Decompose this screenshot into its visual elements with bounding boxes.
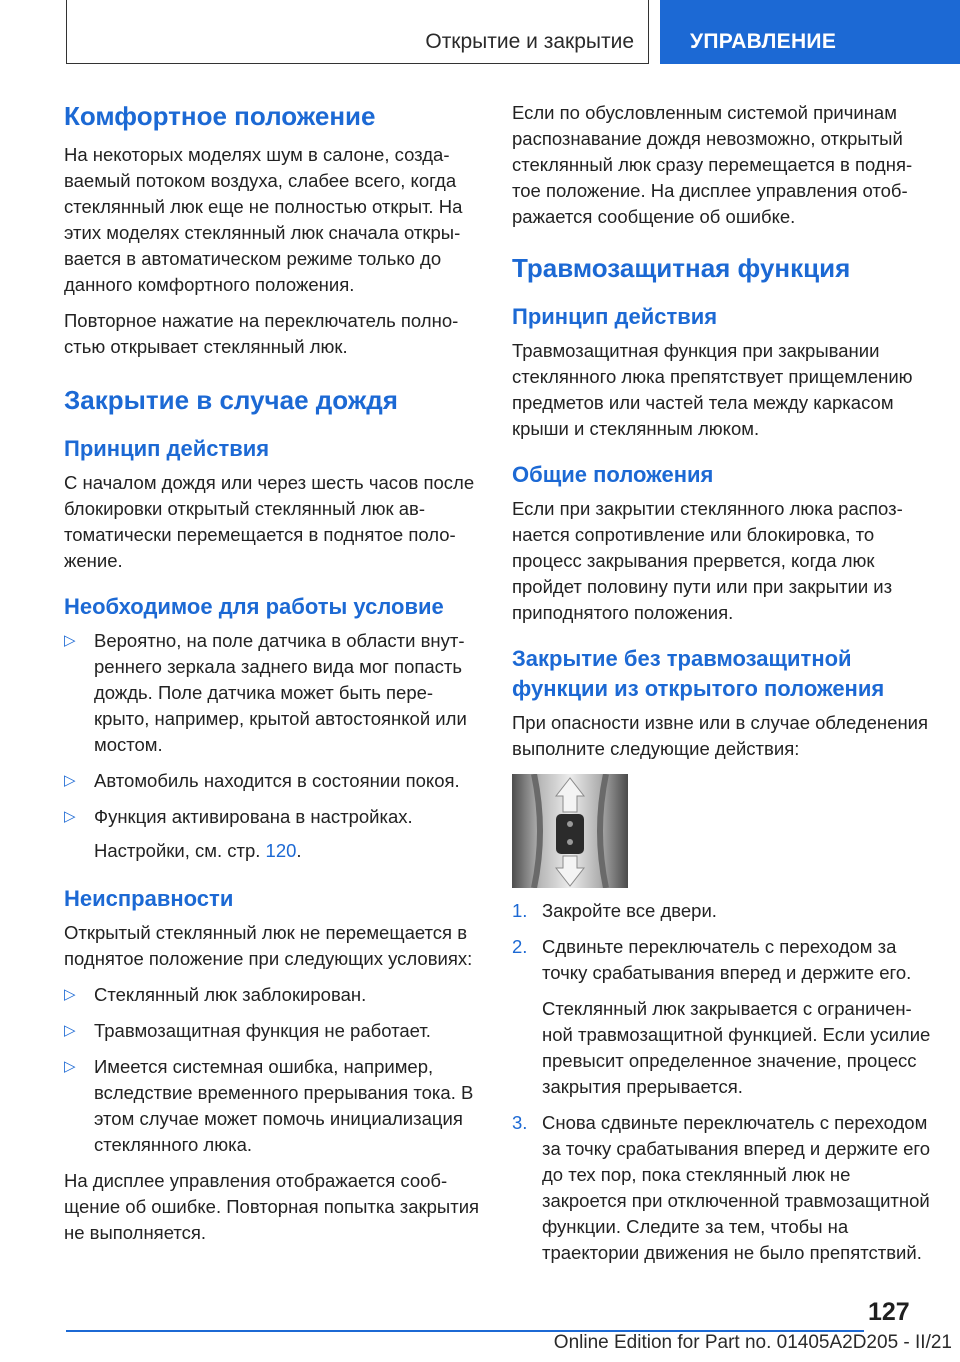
step-number: 1. [512,900,528,921]
triangle-bullet-icon: ▷ [64,772,76,789]
list-item: 3. Снова сдвиньте переключатель с переходом за точку срабатывания вперед и держите его до тех пор, пока стеклянный люк не закроется при отключенной травмозащитной функции. Следите за тем, чтобы на траектории движения не было препятствий. [512,1112,931,1263]
comfort-heading: Комфортное положение [64,101,376,131]
comfort-paragraph-2: Повторное нажатие на переключатель полностью открывает стеклянный люк. [64,310,459,357]
general-paragraph: Если при закрытии стеклянного люка распознается сопротивление или блокировка, то процесс закрывания прервется, когда люк пройдет половину пути или при закрытии из приподнятого положения. [512,498,903,623]
section-title: Открытие и закрытие [425,30,634,53]
list-item: 1. Закройте все двери. [512,898,932,924]
condition-heading: Необходимое для работы условие [64,594,444,619]
list-item: ▷ Имеется системная ошибка, например, вследствие временного прерывания тока. В этом случае может помочь инициализация стеклянного люка. [64,1056,474,1155]
triangle-bullet-icon: ▷ [64,632,76,649]
principle-heading: Принцип действия [64,436,270,461]
pinch-principle-paragraph: Травмозащитная функция при закрывании стеклянного люка препятствует прищемлению предметов или частей тела между каркасом крыши и стеклянным люком. [512,340,913,439]
list-item: ▷ Функция активирована в настройках. [64,804,482,830]
pinch-principle-heading: Принцип действия [512,304,718,329]
faults-heading: Неисправности [64,886,234,911]
faults-list [64,982,482,1158]
chapter-title: УПРАВЛЕНИЕ [690,30,837,53]
page-number: 127 [868,1298,910,1326]
triangle-bullet-icon: ▷ [64,808,76,825]
triangle-bullet-icon: ▷ [64,986,76,1003]
list-item: ▷ Вероятно, на поле датчика в области внутреннего зеркала заднего вида мог попасть дождь. Поле датчика может быть перекрыто, например, крытой автостоянкой или мостом. [64,630,467,755]
page-link[interactable]: 120 [265,840,297,861]
roof-switch-illustration [512,774,628,888]
roof-switch-image [512,774,628,888]
principle-paragraph: С началом дождя или через шесть часов после блокировки открытый стеклянный люк автоматически перемещается в поднятое положение. [64,472,475,571]
faults-paragraph: Открытый стеклянный люк не перемещается в поднятое положение при следующих условиях: [64,922,473,969]
rain-error-paragraph: Если по обусловленным системой причинам распознавание дождя невозможно, открытый стеклянный люк сразу перемещается в поднятое положение. На дисплее управления отображается сообщение об ошибке. [512,102,913,227]
pinch-heading: Травмозащитная функция [512,253,851,283]
settings-reference: Настройки, см. стр. 120. [94,840,302,861]
list-item: 2. Сдвиньте переключатель с переходом за точку срабатывания вперед и держите его. Стеклянный люк закрывается с ограниченной травмозащитной функцией. Если усилие превысит определенное значение, процесс закрытия прерывается. [512,934,932,1100]
step-number: 3. [512,1112,528,1133]
edition-text: Online Edition for Part no. 01405A2D205 - II/21 [553,1332,952,1353]
section-tab [66,0,649,64]
chapter-tab [660,0,960,64]
step-number: 2. [512,936,528,957]
nopinch-paragraph: При опасности извне или в случае обледенения выполните следующие действия: [512,712,929,759]
right-column [512,100,932,1276]
list-item: ▷ Травмозащитная функция не работает. [64,1018,482,1044]
general-heading: Общие положения [512,462,714,487]
triangle-bullet-icon: ▷ [64,1022,76,1039]
step-note: Стеклянный люк закрывается с ограниченной травмозащитной функцией. Если усилие превысит определенное значение, процесс закрытия прерывается. [542,998,931,1097]
faults-paragraph-2: На дисплее управления отображается сообщение об ошибке. Повторная попытка закрытия не выполняется. [64,1170,480,1243]
list-item: ▷ Стеклянный люк заблокирован. [64,982,482,1008]
steps-list [512,898,932,1266]
nopinch-heading: Закрытие без травмозащитной функции из открытого положения [512,646,885,701]
page-header [0,0,960,66]
list-item: ▷ Автомобиль находится в состоянии покоя. [64,768,482,794]
rain-heading: Закрытие в случае дождя [64,385,398,415]
left-column [64,100,482,1256]
condition-list [64,628,482,830]
comfort-paragraph-1: На некоторых моделях шум в салоне, создаваемый потоком воздуха, слабее всего, когда стеклянный люк еще не полностью открыт. На этих моделях стеклянный люк сначала открывается в автоматическом режиме только до данного комфортного положения. [64,144,463,295]
triangle-bullet-icon: ▷ [64,1058,76,1075]
